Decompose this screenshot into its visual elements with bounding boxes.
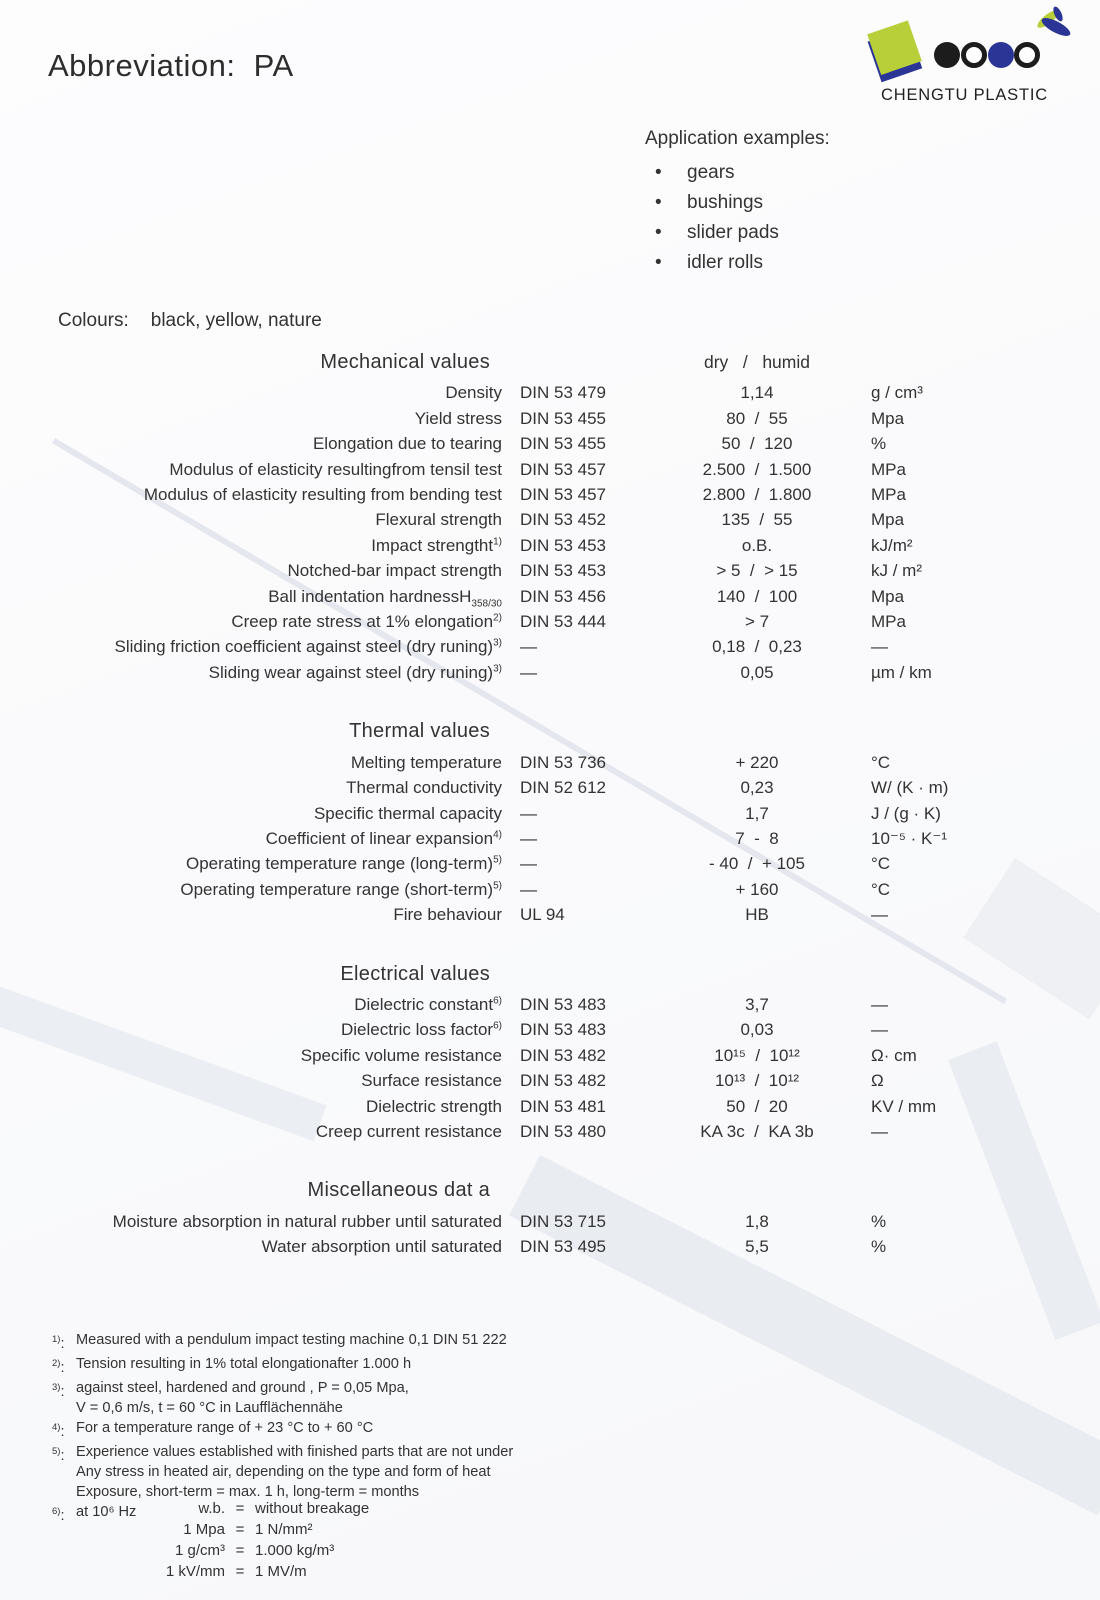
application-item: • bushings [645,188,830,218]
property-name: Ball indentation hardnessH$_{358/30}$ [268,586,502,610]
property-name: Melting temperature [350,752,502,772]
property-name: Coefficient of linear expansion$^{4)}$ [265,828,502,848]
section-header-row [40,350,1070,375]
property-unit: W/ (K · m) [871,778,949,798]
logo-circle-outline-icon [964,45,985,66]
table-row [40,482,1070,507]
table-row [40,634,1070,659]
property-value: o.B. [741,535,773,555]
table-row [40,851,1070,876]
property-unit: Mpa [871,408,905,428]
property-unit: kJ/m² [871,535,913,555]
din-standard: — [520,662,537,682]
conversion-left: 1 Mpa [183,1521,225,1538]
property-unit: kJ / m² [871,561,922,581]
din-standard: DIN 53 457 [520,459,606,479]
footnote [52,1354,513,1378]
page-title: Abbreviation: PA [48,48,294,83]
logo-graphic [852,4,1077,84]
property-value: 140 / 100 [716,586,798,606]
din-standard: DIN 53 479 [520,383,606,403]
equals-sign: = [235,1521,245,1538]
din-standard: DIN 53 457 [520,485,606,505]
table-row [40,992,1070,1017]
table-row [40,775,1070,800]
conversion-right: 1 N/mm² [255,1521,313,1538]
property-unit: KV / mm [871,1096,937,1116]
application-item: • slider pads [645,218,830,248]
logo-circle-blue-icon [988,42,1014,68]
conversion-left: w.b. [198,1500,225,1517]
property-unit: °C [871,879,891,899]
table-row [40,431,1070,456]
table-row [40,609,1070,634]
properties-table [40,350,1070,1260]
din-standard: DIN 53 483 [520,1020,606,1040]
unit-conversions-block [40,1498,369,1582]
property-value: 10¹⁵ / 10¹² [714,1045,800,1065]
footnote [52,1330,513,1354]
section-title: Thermal values [349,720,490,743]
property-name: Impact strengtht$^{1)}$ [371,535,502,555]
property-unit: — [871,637,888,657]
property-unit: 10⁻⁵ · K⁻¹ [871,828,948,848]
property-name: Dielectric loss factor$^{6)}$ [340,1020,502,1040]
property-value: > 5 / > 15 [716,561,798,581]
property-value: 0,18 / 0,23 [712,637,802,657]
section-title: Miscellaneous dat a [307,1179,490,1202]
property-unit: J / (g · K) [871,803,941,823]
din-standard: DIN 53 481 [520,1096,606,1116]
colours-line [58,310,322,332]
footnote-marker: $^{2)}$: [52,1357,65,1376]
property-name: Modulus of elasticity resulting from bending test [143,485,502,505]
property-unit: — [871,994,888,1014]
conversion-row [40,1540,369,1561]
property-name: Specific thermal capacity [313,803,502,823]
table-row [40,1017,1070,1042]
table-row [40,1068,1070,1093]
footnotes-block [52,1330,513,1525]
logo-circle-black-icon [934,42,960,68]
table-row [40,380,1070,405]
property-value: + 160 [735,879,779,899]
din-standard: DIN 53 453 [520,561,606,581]
din-standard: — [520,803,537,823]
property-unit: Mpa [871,510,905,530]
din-standard: DIN 52 612 [520,778,606,798]
section-header-row [40,962,1070,987]
din-standard: DIN 53 455 [520,408,606,428]
property-value: 2.800 / 1.800 [702,485,812,505]
property-value: HB [745,905,769,925]
logo-square-icon [865,20,924,82]
table-row [40,1209,1070,1234]
footnote-text: Tension resulting in 1% total elongationafter 1.000 h [76,1355,412,1372]
property-name: Moisture absorption in natural rubber until saturated [112,1211,502,1231]
property-name: Specific volume resistance [300,1045,502,1065]
table-row [40,660,1070,685]
application-examples [645,128,830,278]
table-row [40,558,1070,583]
table-row [40,1234,1070,1259]
property-name: Dielectric strength [365,1096,502,1116]
din-standard: DIN 53 453 [520,535,606,555]
table-row [40,826,1070,851]
din-standard: DIN 53 456 [520,586,606,606]
table-section [40,719,1070,927]
property-name: Thermal conductivity [346,778,502,798]
logo-circle-outline2-icon [1017,45,1038,66]
table-row [40,902,1070,927]
property-unit: % [871,434,887,454]
table-row [40,750,1070,775]
din-standard: UL 94 [520,905,565,925]
property-name: Creep rate stress at 1% elongation$^{2)}$ [231,612,502,632]
property-value: > 7 [744,612,770,632]
property-unit: Ω [871,1071,884,1091]
footnote-marker: $^{5)}$: [52,1445,65,1464]
footnote-marker: $^{3)}$: [52,1381,65,1400]
property-name: Sliding wear against steel (dry runing)$^{3)}$ [208,662,502,682]
footnote-text: at 10⁶ Hz [76,1503,137,1520]
colours-value: black, yellow, nature [150,310,322,331]
property-unit: Ω· cm [871,1045,917,1065]
property-name: Yield stress [414,408,502,428]
din-standard: — [520,854,537,874]
application-list [645,158,830,278]
property-value: 5,5 [745,1237,769,1257]
property-unit: MPa [871,459,906,479]
property-value: + 220 [735,752,779,772]
property-value: 1,14 [740,383,774,403]
din-standard: DIN 53 455 [520,434,606,454]
section-title: Mechanical values [320,351,490,373]
property-name: Water absorption until saturated [261,1237,502,1257]
property-value: - 40 / + 105 [709,854,805,874]
footnote-text: For a temperature range of + 23 °C to + 60 °C [76,1419,374,1436]
table-row [40,584,1070,609]
property-value: 0,03 [740,1020,774,1040]
table-row [40,507,1070,532]
property-unit: — [871,1020,888,1040]
property-unit: g / cm³ [871,383,923,403]
colours-label: Colours: [58,310,129,331]
property-name: Surface resistance [361,1071,502,1091]
property-unit: °C [871,752,891,772]
footnote-marker: $^{1)}$: [52,1334,65,1352]
table-row [40,457,1070,482]
table-row [40,877,1070,902]
din-standard: DIN 53 715 [520,1211,606,1231]
footnote [52,1418,513,1442]
section-header-row [40,719,1070,744]
property-name: Flexural strength [375,510,502,530]
property-name: Modulus of elasticity resultingfrom tensil test [169,459,502,479]
property-value: 50 / 20 [726,1096,788,1116]
conversion-row [40,1498,369,1519]
table-section [40,962,1070,1145]
din-standard: — [520,637,537,657]
dry-humid-header: dry / humid [703,352,810,372]
property-unit: °C [871,854,891,874]
table-section [40,350,1070,685]
din-standard: — [520,828,537,848]
property-name: Sliding friction coefficient against steel (dry runing)$^{3)}$ [114,637,502,657]
footnote [52,1378,513,1418]
conversion-right: 1 MV/m [255,1563,307,1580]
property-value: 3,7 [745,994,769,1014]
conversion-left: 1 kV/mm [165,1563,225,1580]
property-value: 2.500 / 1.500 [702,459,812,479]
property-unit: — [871,1121,888,1141]
footnote-text: against steel, hardened and ground , P = 0,05 Mpa, V = 0,6 m/s, t = 60 °C in Laufflächennähe [76,1379,409,1416]
property-name: Dielectric constant$^{6)}$ [354,994,502,1014]
brand-name: CHENGTU PLASTIC [881,86,1048,104]
section-header-row [40,1178,1070,1203]
din-standard: DIN 53 736 [520,752,606,772]
property-name: Operating temperature range (short-term)$^{5)}$ [180,879,502,899]
section-title: Electrical values [340,962,490,985]
table-row [40,406,1070,431]
table-row [40,1043,1070,1068]
company-logo [852,4,1077,105]
equals-sign: = [235,1500,245,1517]
table-row [40,1094,1070,1119]
property-unit: MPa [871,612,906,632]
conversion-right: 1.000 kg/m³ [255,1542,335,1559]
equals-sign: = [235,1542,245,1559]
property-name: Fire behaviour [393,905,502,925]
property-value: 0,23 [740,778,774,798]
property-unit: — [871,905,888,925]
application-item: • idler rolls [645,248,830,278]
equals-sign: = [235,1563,245,1580]
logo-butterfly-icon [1035,5,1073,39]
property-value: KA 3c / KA 3b [700,1121,814,1141]
application-item: • gears [645,158,830,188]
property-name: Creep current resistance [315,1121,502,1141]
property-unit: % [871,1211,887,1231]
application-heading: Application examples: [645,128,830,149]
property-unit: µm / km [871,662,932,682]
footnote-marker: $^{4)}$: [52,1421,65,1440]
conversion-left: 1 g/cm³ [174,1542,225,1559]
din-standard: — [520,879,537,899]
property-value: 0,05 [740,662,774,682]
din-standard: DIN 53 482 [520,1045,606,1065]
property-value: 10¹³ / 10¹² [714,1071,800,1091]
property-unit: Mpa [871,586,905,606]
footnote-text: Experience values established with finished parts that are not under Any stress in heated air, depending on the type and form of heat Exposure, short-term = max. 1 h, long-term = months [76,1443,514,1500]
footnote-text: Measured with a pendulum impact testing machine 0,1 DIN 51 222 [76,1332,507,1348]
table-section [40,1178,1070,1259]
din-standard: DIN 53 444 [520,612,606,632]
property-unit: MPa [871,485,906,505]
din-standard: DIN 53 452 [520,510,606,530]
footnote [52,1442,513,1502]
conversion-row [40,1561,369,1582]
din-standard: DIN 53 482 [520,1071,606,1091]
property-name: Elongation due to tearing [312,434,502,454]
property-name: Density [445,383,502,403]
din-standard: DIN 53 483 [520,994,606,1014]
property-name: Notched-bar impact strength [287,561,502,581]
property-unit: % [871,1237,887,1257]
property-value: 135 / 55 [721,510,793,530]
property-value: 1,8 [745,1211,769,1231]
din-standard: DIN 53 480 [520,1121,606,1141]
property-value: 7 - 8 [735,828,779,848]
conversion-right: without breakage [255,1500,370,1517]
property-value: 50 / 120 [721,434,793,454]
table-row [40,1119,1070,1144]
conversion-row [40,1519,369,1540]
property-value: 1,7 [745,803,769,823]
table-row [40,801,1070,826]
din-standard: DIN 53 495 [520,1237,606,1257]
table-row [40,533,1070,558]
footnote-marker: $^{6)}$: [52,1505,65,1524]
property-value: 80 / 55 [726,408,788,428]
property-name: Operating temperature range (long-term)$^{5)}$ [186,854,502,874]
